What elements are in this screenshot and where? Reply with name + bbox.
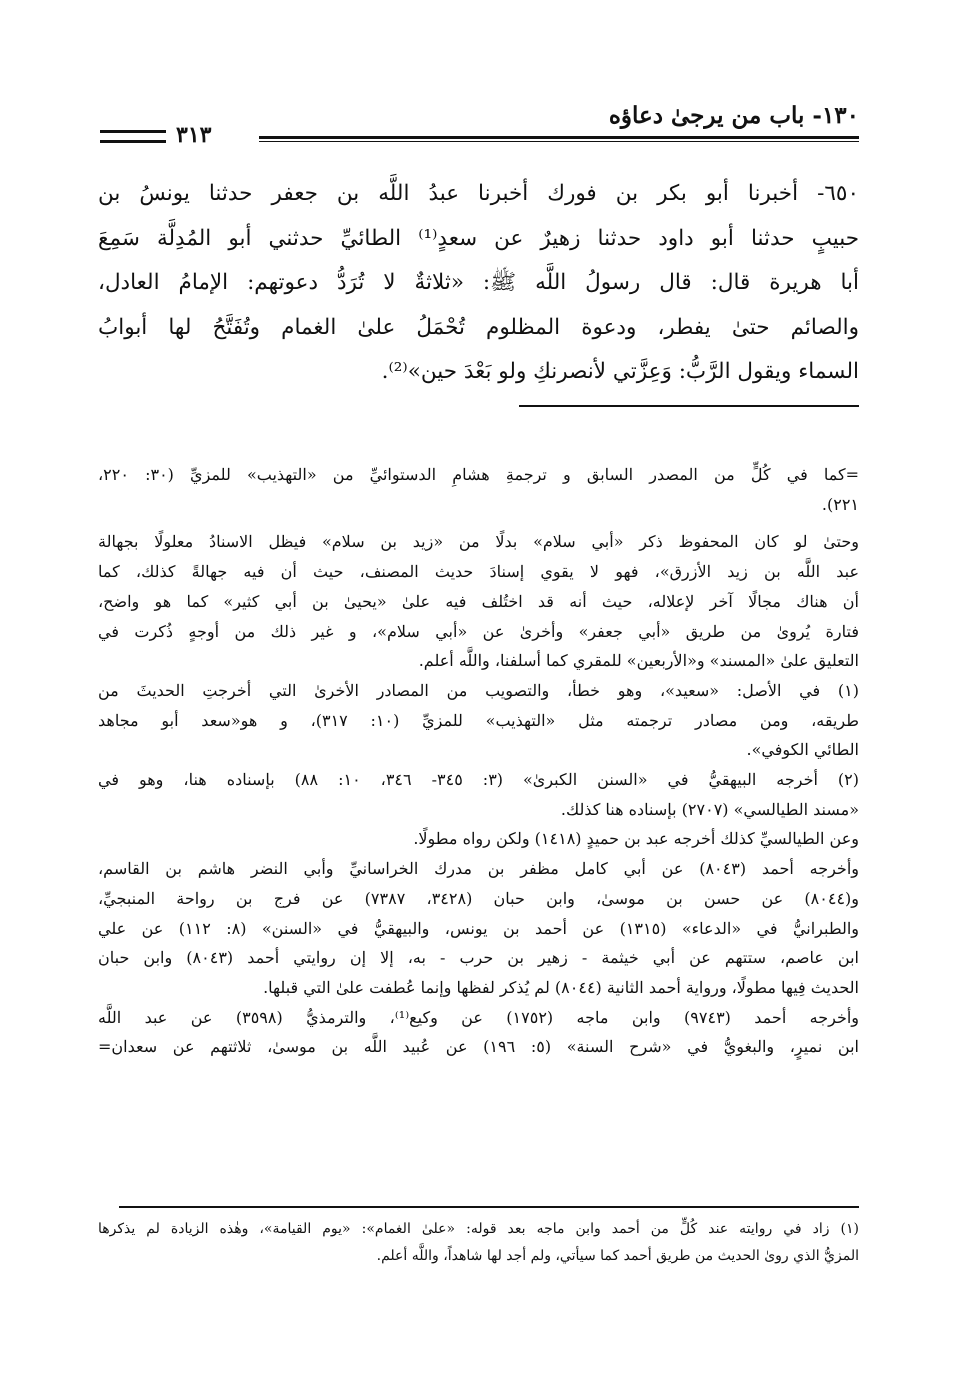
hadith-line: حبيبٍ حدثنا أبو داود حدثنا زهيرٌ عن سعدٍ⁽¹⁾ الطائيِّ حدثني أبو المُدِلَّة سَمِعَ: [98, 225, 859, 251]
footnote-separator: [119, 1206, 859, 1208]
notes-separator: [519, 405, 859, 407]
hadith-line: ٦٥٠- أخبرنا أبو بكر بن فورك أخبرنا عبدُ اللَّه بن جعفر حدثنا يونسُ بن: [98, 181, 859, 206]
hadith-line: أبا هريرة قال: قال رسولُ اللَّه ﷺ: «ثلاثةٌ لا تُرَدُّ دعوتهم: الإمامُ العادل،: [98, 270, 859, 296]
note-2-line: (٢) أخرجه البيهقيُّ في «السنن الكبرىٰ» (٣: ٣٤٥- ٣٤٦، ١٠: ٨٨) بإسناده هنا، وهو في: [98, 770, 859, 790]
hadith-line: والصائم حتىٰ يفطر، ودعوة المظلوم تُحْمَلُ علىٰ الغمام وتُفَتَّحُ لها أبوابُ: [98, 314, 859, 340]
footnote-line: (١) زاد في روايته عند كُلٍّ من أحمد وابن ماجه بعد قوله: «علىٰ الغمام»: «يوم القيامة»، وهٰذه الزيادة لم يذكرها: [98, 1221, 859, 1237]
note-paragraph-line: أن هناك مجالًا آخر لإعلاله، حيث أنه قد اختُلف فيه علىٰ «يحيىٰ بن أبي كثير» كما هو واضح،: [98, 591, 859, 611]
note-1-line: (١) في الأصل: «سعيد»، وهو خطأ، والتصويب من المصادر الأخرىٰ التي أخرجتِ الحديثَ من: [98, 680, 859, 700]
note-1-line: طريقه، ومن مصادر ترجمته مثل «التهذيب» للمزيِّ (١٠: ٣١٧)، و هو«سعد أبو مجاهد: [98, 710, 859, 730]
note-tayalisi-line: وعن الطيالسيِّ كذلك أخرجه عبد بن حميدٍ (١٤١٨) ولكن رواه مطولًا.: [413, 829, 859, 849]
note-1-line: الطائي الكوفي».: [746, 740, 859, 760]
note-2-line: «مسند الطيالسي» (٢٧٠٧) بإسناده هنا كذلك.: [560, 799, 859, 819]
footnote-line: المزيُّ الذي روىٰ الحديث من طريق أحمد كما سيأتي، ولم أجد لها شاهداً، واللَّه أعلم.: [376, 1248, 859, 1264]
note-ahmad-line: وأخرجه أحمد (٨٠٤٣) عن أبي كامل مظفر بن مدرك الخراسانيِّ وأبي النضر هاشم بن القاسم،: [98, 859, 859, 879]
note-ahmad-line: الحديث فِيها مطولًا، ورواية أحمد الثانية (٨٠٤٤) لم يُذكر لفظها وإنما عُطفت علىٰ التي قبلها.: [263, 977, 859, 997]
note-continuation-line: =كما في كُلٍّ من المصدر السابق و ترجمةِ هشامِ الدستوائيِّ من «التهذيب» للمزيِّ (٣٠: ٢٢٠،: [98, 465, 859, 484]
note-paragraph-line: عبد اللَّه بن زيد الأزرق»، فهو لا يقوي إسنادَ حديث المصنف، حيث أن فيه جهالةً كذلك، كما: [98, 562, 859, 582]
note-ibnmajah-line: وأخرجه أحمد (٩٧٤٣) وابن ماجه (١٧٥٢) عن وكيع⁽¹⁾، والترمذيُّ (٣٥٩٨) عن عبد اللَّه: [98, 1007, 860, 1027]
chapter-title: ١٣٠- باب من يرجىٰ دعاؤه: [608, 102, 859, 129]
note-ibnmajah-line: ابن نميرٍ، والبغويُّ في «شرح السنة» (٥: ١٩٦) عن عُبيد اللَّه بن موسىٰ، ثلاثتهم عن سعدان=: [98, 1037, 859, 1057]
note-ahmad-line: و(٨٠٤٤) عن حسن بن موسىٰ، وابن حبان (٣٤٢٨، ٧٣٨٧) عن فرج بن رواحة المنبجيِّ،: [98, 888, 860, 908]
hadith-text: [98, 172, 859, 395]
notes-section: [98, 460, 859, 1062]
note-ahmad-line: والطبرانيُّ في «الدعاء» (١٣١٥) عن أحمد بن يونس، والبيهقيُّ في «السنن» (٨: ١١٢) عن علي: [98, 918, 860, 938]
note-paragraph-line: وحتىٰ لو كان المحفوظ ذكر «أبي سلام» بدلًا من «زيد بن سلام» فيظل الاسنادُ معلولًا بجهالة: [98, 532, 859, 552]
note-paragraph-line: التعليق علىٰ «المسند» و«الأربعين» للمقري كما أسلفنا، واللَّه أعلم.: [418, 651, 859, 671]
page-number-rule-bottom: [100, 140, 166, 143]
page-footnote: [98, 1216, 859, 1270]
note-paragraph-line: فتارة يُروىٰ من طريق «أبي جعفر» وأخرىٰ عن «أبي سلام»، و غير ذلك من أوجهٍ ذُكرت في: [98, 621, 859, 641]
page-header: [100, 96, 859, 152]
hadith-line: السماء ويقول الرَّبُّ: وَعِزَّتي لأنصرنكِ ولو بَعْدَ حين»⁽²⁾.: [381, 359, 859, 385]
page-number-rule-top: [100, 130, 166, 133]
page-number: ٣١٣: [176, 122, 212, 148]
note-ahmad-line: ابن عاصم، ستتهم عن أبي خيثمة - زهير بن حرب - به، إلا إن روايتي أحمد (٨٠٤٣) وابن حبان: [98, 948, 860, 968]
header-rule: [259, 136, 859, 142]
note-continuation-line: ٢٢١).: [821, 494, 859, 514]
